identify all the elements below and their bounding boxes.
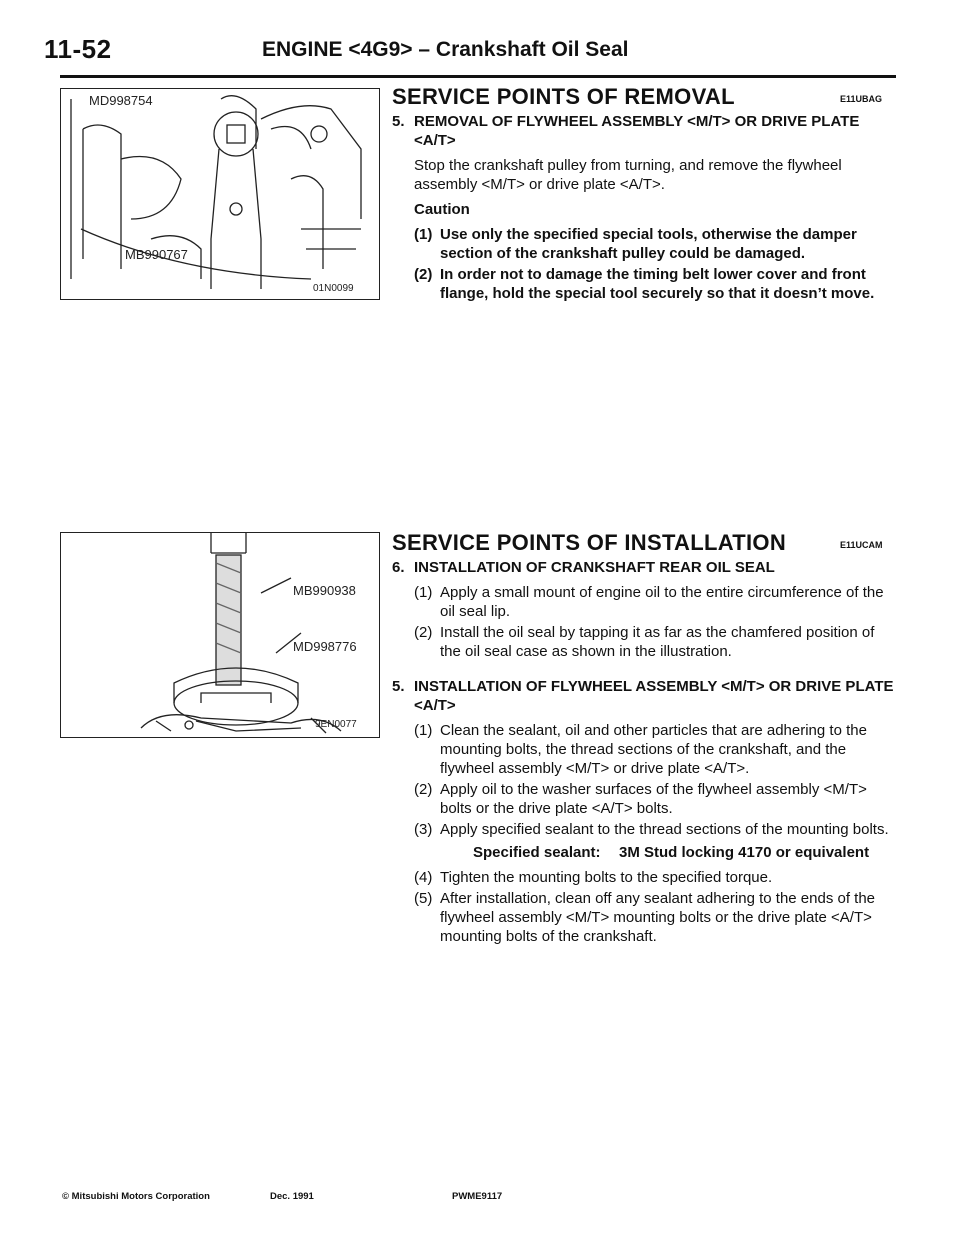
sealant-value: 3M Stud locking 4170 or equivalent — [619, 844, 870, 861]
page-title: ENGINE <4G9> – Crankshaft Oil Seal — [262, 38, 629, 61]
specified-sealant — [473, 843, 896, 862]
step-number: 5. — [392, 678, 405, 695]
footer-date: Dec. 1991 — [270, 1191, 314, 1202]
figure-oil-seal-installation — [60, 532, 380, 738]
caution-item: (2) In order not to damage the timing belt lower cover and front flange, hold the special tool securely so that it doesn’t move. — [414, 266, 875, 302]
section-code-installation: E11UCAM — [840, 540, 883, 550]
caution-label: Caution — [414, 201, 470, 218]
sealant-label: Specified sealant: — [473, 844, 601, 861]
tool-label-mb990938: MB990938 — [293, 583, 356, 598]
step-number: 6. — [392, 559, 405, 576]
oil-seal-installation-illustration — [61, 533, 379, 737]
step-title: INSTALLATION OF FLYWHEEL ASSEMBLY <M/T> OR DRIVE PLATE <A/T> — [414, 678, 894, 714]
section-title-removal: SERVICE POINTS OF REMOVAL — [392, 84, 735, 109]
step-number: 5. — [392, 113, 405, 130]
figure-code: 01N0099 — [313, 283, 354, 294]
list-item: (3) Apply specified sealant to the thread sections of the mounting bolts. — [414, 821, 889, 838]
step-heading — [392, 558, 896, 577]
page-number: 11-52 — [44, 34, 112, 64]
tool-label-md998754: MD998754 — [89, 93, 153, 108]
list-item: (2) Apply oil to the washer surfaces of the flywheel assembly <M/T> bolts or the drive plate <A/T> bolts. — [414, 781, 867, 817]
tool-label-mb990767: MB990767 — [125, 247, 188, 262]
list-item: (5) After installation, clean off any sealant adhering to the ends of the flywheel assembly <M/T> mounting bolts or the drive plate <A/T> mounting bolts of the crankshaft. — [414, 890, 876, 945]
section-title-installation: SERVICE POINTS OF INSTALLATION — [392, 530, 787, 555]
header-divider — [60, 75, 896, 78]
installation-section — [392, 558, 896, 948]
list-item: (1) Clean the sealant, oil and other particles that are adhering to the mounting bolts, the thread sections of the crankshaft, and the flywheel assembly <M/T> or drive plate <A/T>. — [414, 722, 867, 777]
figure-code: 9EN0077 — [315, 719, 357, 730]
caution-item: (1) Use only the specified special tools, otherwise the damper section of the crankshaft pulley could be damaged. — [414, 226, 857, 262]
footer-copyright: © Mitsubishi Motors Corporation — [62, 1191, 210, 1202]
list-item: (4) Tighten the mounting bolts to the specified torque. — [414, 869, 773, 886]
removal-section — [392, 112, 896, 305]
step-body: Stop the crankshaft pulley from turning, and remove the flywheel assembly <M/T> or drive plate <A/T>. — [414, 157, 842, 193]
step-heading — [392, 112, 896, 150]
footer-doc-code: PWME9117 — [452, 1191, 503, 1202]
step-title: INSTALLATION OF CRANKSHAFT REAR OIL SEAL — [414, 559, 775, 576]
step-heading — [392, 677, 896, 715]
list-item: (2) Install the oil seal by tapping it as far as the chamfered position of the oil seal case as shown in the illustration. — [414, 624, 875, 660]
section-code-removal: E11UBAG — [840, 94, 883, 104]
figure-flywheel-removal — [60, 88, 380, 300]
flywheel-removal-illustration — [61, 89, 379, 299]
tool-label-md998776: MD998776 — [293, 639, 357, 654]
step-title: REMOVAL OF FLYWHEEL ASSEMBLY <M/T> OR DRIVE PLATE <A/T> — [414, 113, 860, 149]
list-item: (1) Apply a small mount of engine oil to the entire circumference of the oil seal lip. — [414, 584, 884, 620]
